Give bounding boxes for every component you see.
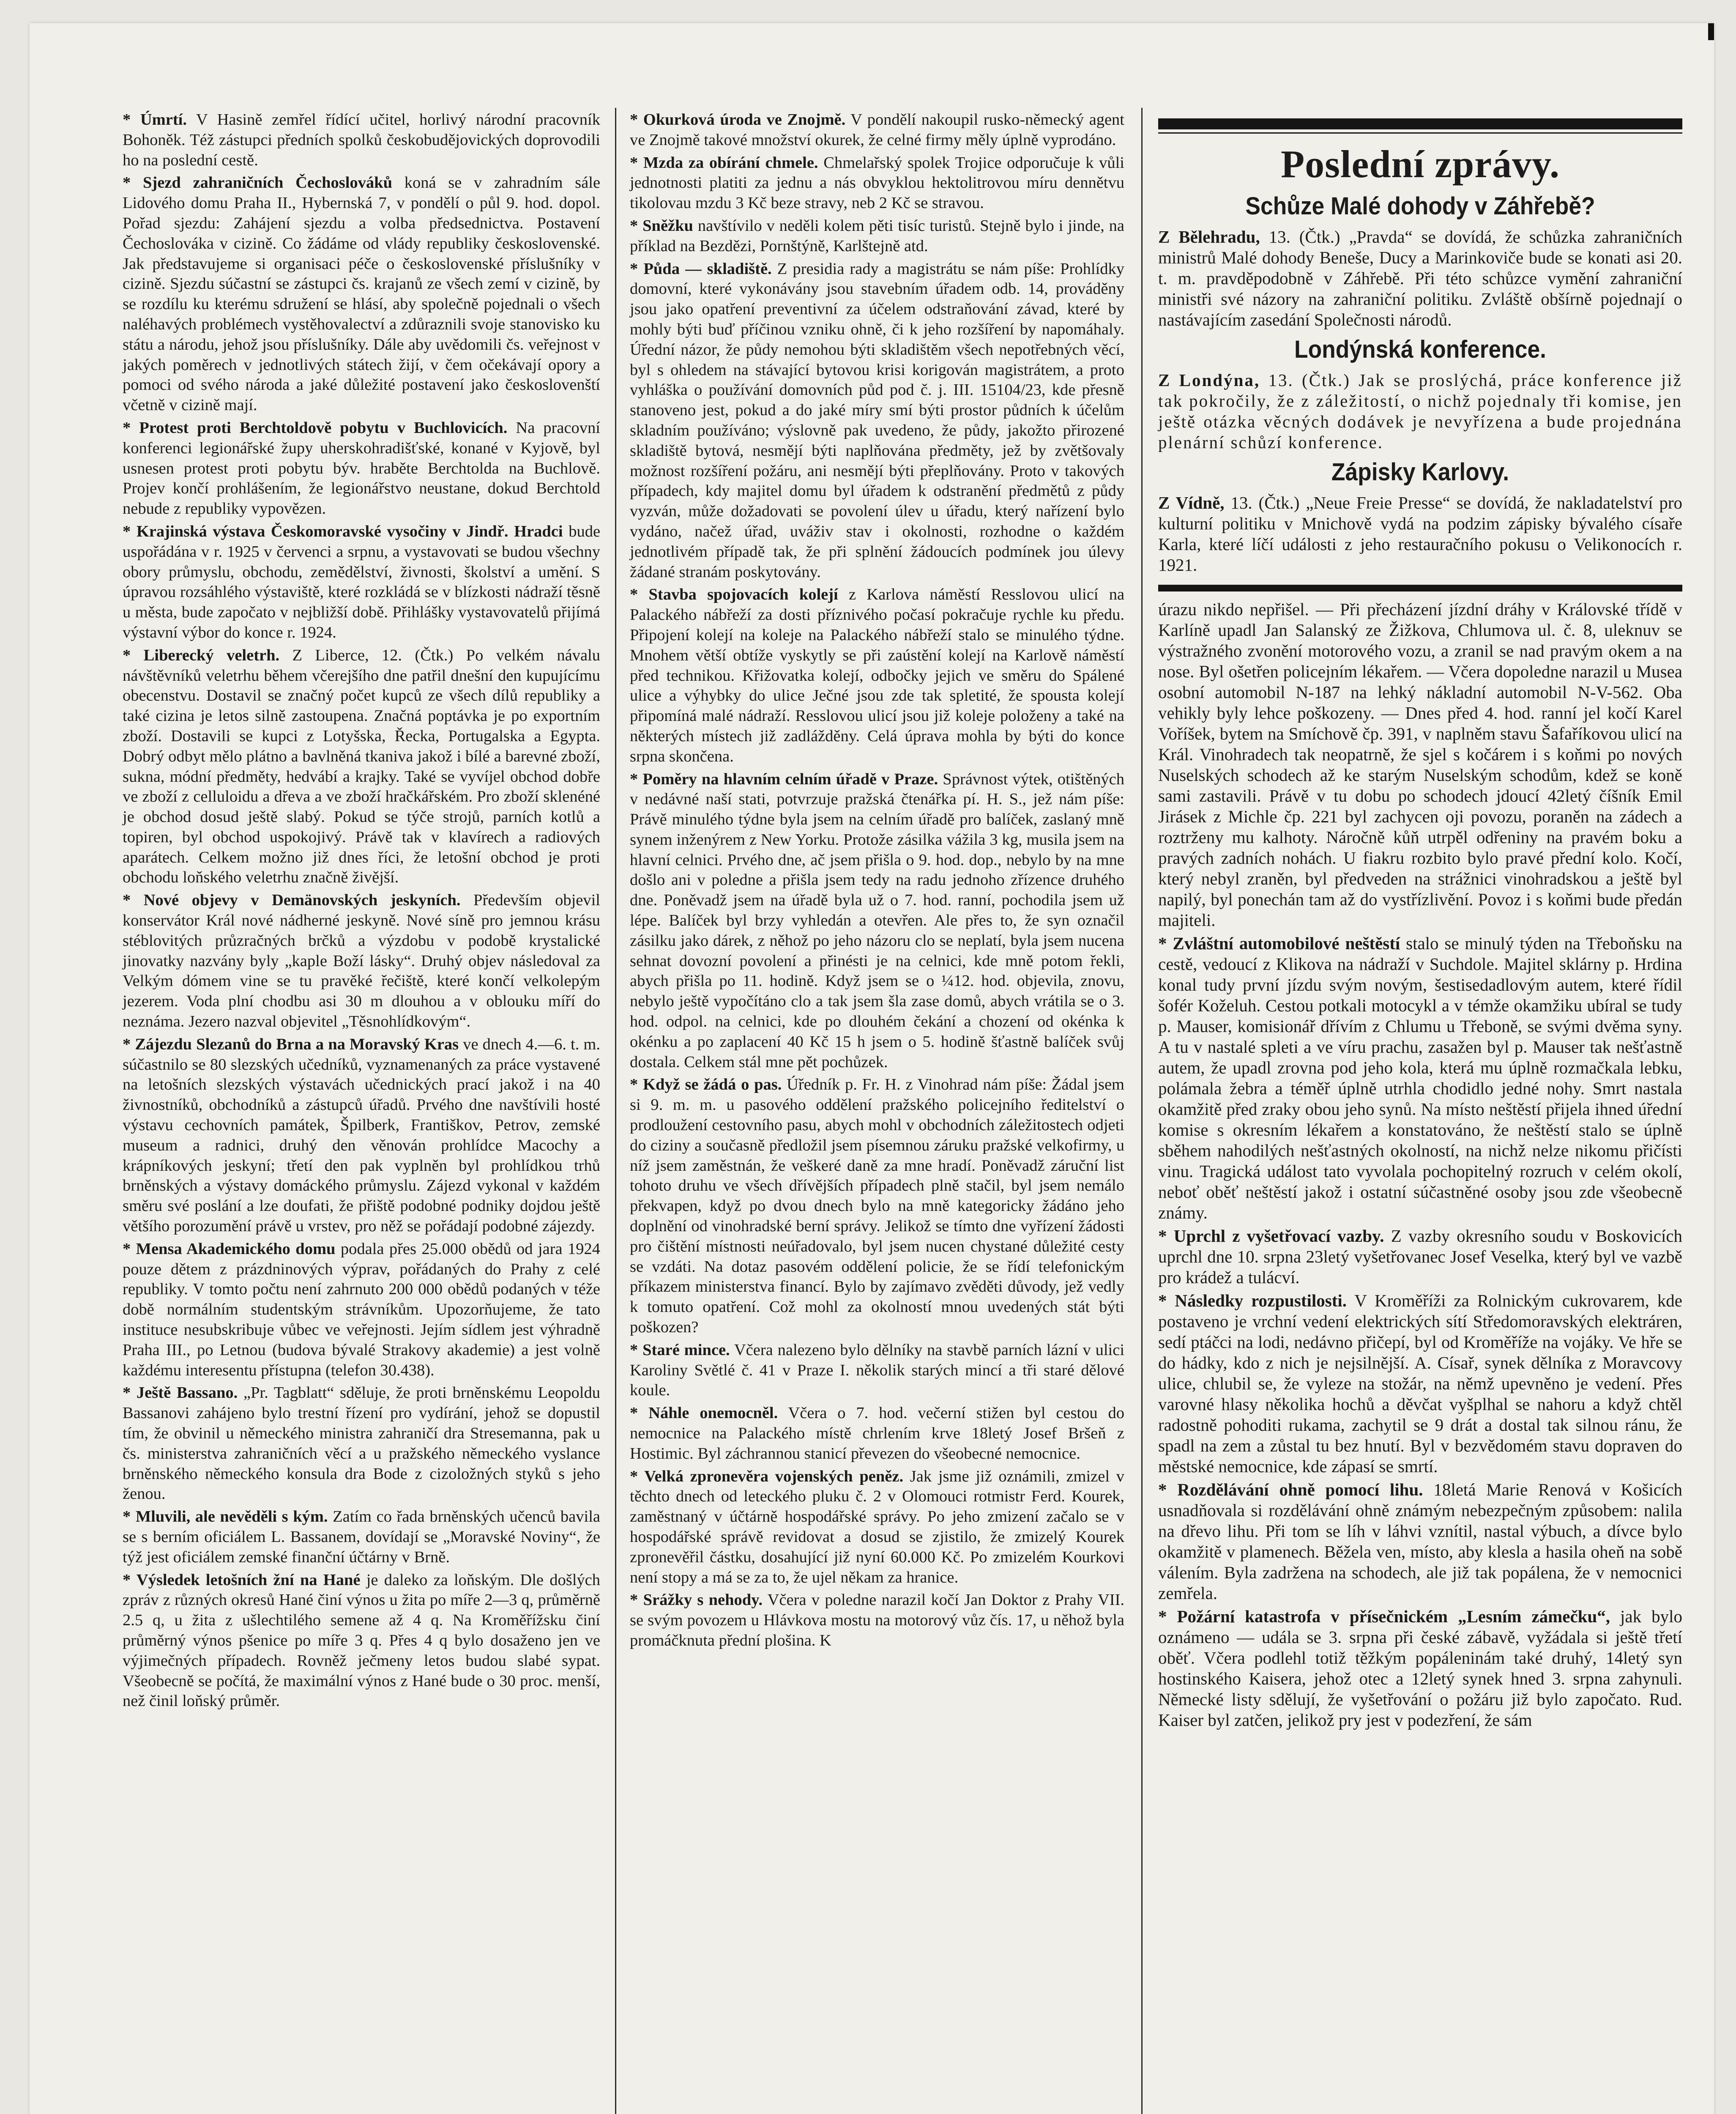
article: * Následky rozpustilosti. V Kroměříži za Rolnickým cukrovarem, kde postaveno je vrchní vedení elektrických sítí Středomoravských elektráren, sedí ptáčci na lodi, nedávno přičepí, byl od Kroměříže na vojáky. Ve hře se do hádky, kdo z nich je nejsilnější. A. Císař, synek dělníka z Moravcovy ulice, chlubil se, že vyleze na stožár, na němž upevněno je vedení. Přes varovné hlasy několika hochů a děvčat vyšplhal se nahoru a když chtěl radostně pohoditi rukama, zachytil se 9 drát a dostal tak silnou ránu, že spadl na zem a zůstal tu bez hnutí. Byl v bezvědomém stavu dopraven do městské nemocnice, kde zápasí se smrtí. <box>1158 1291 1682 1476</box>
article: * Úmrtí. V Hasině zemřel řídící učitel, horlivý národní pracovník Bohoněk. Též zástupci předních spolků českobudějovických doprovodili ho na poslední cestě. <box>123 111 601 169</box>
section-heading: Zápisky Karlovy. <box>1331 458 1509 486</box>
article: * Zájezdu Slezanů do Brna a na Moravský Kras ve dnech 4.—6. t. m. súčastnilo se 80 slezských učedníků, vyznamenaných za práce vystavené na letošních slezských výstavách učednických prací jakož i na 40 živnostníků, obchodníků a zástupců úřadů. Prvého dne navštívili hosté výstavu cechovních památek, Špilberk, Františkov, Petrov, zemské museum a radnici, druhý den věnován prohlídce Macochy a krápníkových jeskyní; třetí den pak vyplněn byl prohlídkou trhů brněnských a výstavy domáckého průmyslu. Zájezd vykonal v každém směru své poslání a lze doufati, že přiště podobné podniky dojdou ještě většího porozumění právě u vrstev, pro něž se pořádají podobné zájezdy. <box>123 1035 601 1235</box>
article: * Půda — skladiště. Z presidia rady a magistrátu se nám píše: Prohlídky domovní, které vykonávány jsou stavebním úřadem odb. 14, prováděny jsou jako opatření preventivní za účelem odstraňování závad, které by mohly býti buď příčinou vzniku ohně, či k jeho rozšíření by napomáhaly. Úřední názor, že půdy nemohou býti skladištěm všech nepotřebných věcí, byl s ohledem na stávající bytovou krisi korigován magistrátem, a proto vyhláška o používání domovních půd pod č. j. III. 15104/23, kde přesně stanoveno jest, pokud a do jaké míry smí býti prostor půdních k účelům skladním používáno; výslovně pak uvedeno, že půdy, jakožto přirozené skladiště bytová, nesmějí býti naplňována předměty, jež by zvětšovaly možnost rozšíření požáru, ani nesmějí býti přeplňovány. Proto v takových případech, kdy majitel domu byl úřadem k odstranění předmětů z půdy vyzván, může dožadovati se povolení úlev u úřadu, který nařízení bylo vydáno, načež úřad, uváživ stav i okolnosti, rozhodne o každém jednotlivém případě tak, že při splnění žádoucích podmínek jou úlevy žádané stranám poskytovány. <box>630 260 1125 581</box>
article: * Poměry na hlavním celním úřadě v Praze. Správnost výtek, otištěných v nedávné naší stati, potvrzuje pražská čtenářka pí. H. S., jež nám píše: Právě minulého týdne byla jsem na celním úřadě pro balíček, zaslaný mně synem inženýrem z New Yorku. Protože zásilka vážila 3 kg, musila jsem na hlavní celnici. Prvého dne, ač jsem přišla o 9. hod. dop., nebylo by na mne došlo ani v poledne a přišla jsem tedy na radu jednoho zřízence druhého dne. Poněvadž jsem na úřadě byla už o 7. hod. ranní, pochodila jsem už lépe. Balíček byl brzy vyhledán a otevřen. Ale přes to, že syn označil zásilku jako dárek, z něhož po jeho názoru clo se neplatí, byla jsem nucena sehnat dovozní povolení a přinésti je na celnici, kde mně potom řekli, abych přišla po 11. hodině. Když jsem se o ¼12. hod. objevila, znovu, nebylo ještě vypočítáno clo a tak jsem šla zase domů, abych vrátila se o 3. hod. odpol. na celnici, kde po dlouhém čekání a chození od okénka k okénku a po zaplacení 40 Kč 15 h jsem o 5. hodině šťastně balíček svůj dostala. Celkem stál mne pět pochůzek. <box>630 770 1124 1071</box>
article: * Náhle onemocněl. Včera o 7. hod. večerní stižen byl cestou do nemocnice na Palackého místě chrlením krve 18letý Josef Bršeň z Hostimic. Byl záchrannou stanicí převezen do všeobecné nemocnice. <box>630 1404 1125 1462</box>
article: * Okurková úroda ve Znojmě. V pondělí nakoupil rusko-německý agent ve Znojmě takové množství okurek, že celné firmy měly úplně vyprodáno. <box>630 111 1125 149</box>
newspaper-page <box>30 23 1714 2114</box>
article: * Velká zpronevěra vojenských peněz. Jak jsme již oznámili, zmizel v těchto dnech od leteckého pluku č. 2 v Olomouci rotmistr Ferd. Kourek, zaměstnaný v účtárně hospodářské správy. Po jeho zmizení začalo se v hospodářské správě revidovat a dosud se zjistilo, že zmizelý Kourek zpronevěřil částku, dosahující již nyní 60.000 Kč. Po zmizelém Kourkovi není stopy a má se za to, že ujel někam za hranice. <box>630 1467 1125 1586</box>
article: * Mluvili, ale nevěděli s kým. Zatím co řada brněnských učenců bavila se s berním oficiálem L. Bassanem, dovídají se „Moravské Noviny“, že týž jest oficiálem zemské finanční účtárny v Brně. <box>123 1508 601 1566</box>
article: * Když se žádá o pas. Úředník p. Fr. H. z Vinohrad nám píše: Žádal jsem si 9. m. m. u pasového oddělení pražského policejního ředitelství o prodloužení cestovního pasu, abych mohl v obchodních záležitostech odjeti do ciziny a současně předložil jsem písemnou záruku pražské velkofirmy, u níž jsem zaměstnán, že veškeré daně za mne hradí. Poněvadž záruční list tohoto druhu ve všech dřívějších případech plně stačil, byl jsem nemálo překvapen, když po dvou dnech bylo na mně kategoricky žádáno jeho doplnění od vinohradské berní správy. Jelikož se tímto dne vyřízení žádosti pro čištění místnosti neúřadovalo, byl jsem nucen chystané důležité cesty se vzdáti. Na dotaz pasovém oddělení policie, že se řídí telefonickým příkazem ministerstva financí. Bylo by zajímavo zvěděti důvody, jež vedly k tomuto opatření. Což mohl za okolností mnou uvedených stát býti poškozen? <box>630 1076 1125 1336</box>
column-rule-2 <box>1141 108 1143 2114</box>
article: * Ještě Bassano. „Pr. Tagblatt“ sděluje, že proti brněnskému Leopoldu Bassanovi zahájeno bylo trestní řízení pro vydírání, jehož se dopustil tím, že obvinil u německého ministra zahraničí dra Stresemanna, pak u čs. ministerstva zahraničních věcí a u pražského německého vyslance brněnského německého konsula dra Bode z cizoložných styků s jeho ženou. <box>123 1384 601 1503</box>
article: Z Londýna, 13. (Čtk.) Jak se proslýchá, práce konference již tak pokročily, že z záležitostí, o nichž pojednaly tři komise, jen ještě otázka věcných dodávek je nevyřízena a bude projednána plenární schůzí konference. <box>1158 370 1682 452</box>
column-2 <box>630 110 1124 1654</box>
article: * Protest proti Berchtoldově pobytu v Buchlovicích. Na pracovní konferenci legionářské župy uherskohradišťské, konané v Kyjově, byl usnesen protest proti pobytu býv. hraběte Berchtolda na Buchlově. Projev končí prohlášením, že legionářstvo neustane, dokud Berchtold nebude z republiky vypovězen. <box>123 419 601 518</box>
article: * Uprchl z vyšetřovací vazby. Z vazby okresního soudu v Boskovicích uprchl dne 10. srpna 23letý vyšetřovanec Josef Veselka, který byl ve vazbě pro krádež a tulácví. <box>1158 1226 1683 1287</box>
article: * Staré mince. Včera nalezeno bylo dělníky na stavbě parních lázní v ulici Karoliny Světlé č. 41 v Praze I. několik starých mincí a tři staré dělové koule. <box>630 1341 1125 1399</box>
article: Z Vídně, 13. (Čtk.) „Neue Freie Presse“ se dovídá, že nakladatelství pro kulturní politiku v Mnichově vydá na podzim zápisky bývalého císaře Karla, které líčí události z jeho restauračního pokusu o Velikonocích r. 1921. <box>1158 493 1682 575</box>
article: Z Bělehradu, 13. (Čtk.) „Pravda“ se dovídá, že schůzka zahraničních ministrů Malé dohody Beneše, Ducy a Marinkoviče bude se konati asi 20. t. m. pravděpodobně v Záhřebě. Při této schůzce vymění zahraniční ministři své názory na zahraniční politiku. Zvláště obšírně pojednají o nastávajícím zasedání Společnosti národů. <box>1158 227 1682 329</box>
column-3 <box>1158 110 1682 1733</box>
article: * Zvláštní automobilové neštěstí stalo se minulý týden na Třeboňsku na cestě, vedoucí z Klikova na nádraží v Suchdole. Majitel sklárny p. Hrdina konal tudy první jízdu svým novým, šestisedadlovým autem, které řídil šofér Koželuh. Cestou potkali motocykl a v témže okamžiku ubíral se tudy p. Mauser, komisionář dřívím z Chlumu u Třeboně, se svými dvěma syny. A tu v nastalé spleti a ve víru prachu, zasažen byl p. Mauser tak nešťastně autem, že upadl zrovna pod jeho kola, která mu úplně rozmačkala lebku, polámala žebra a téměř úplně utrhla chodidlo jedné nohy. Smrt nastala okamžitě před zraky obou jeho synů. Na místo neštěstí přijela ihned úřední komise s okresním lékařem a konstatováno, že neštěstí stalo se úplně sběhem nahodilých nešťastných okolností, na nichž nelze nikomu přičísti vinu. Tragická událost tato vyvolala pochopitelný rozruch v celém okolí, neboť oběť neštěstí jakož i ostatní súčastněné osoby jsou zde všeobecně známy. <box>1158 934 1683 1222</box>
column-1 <box>123 110 600 1714</box>
column-rule-1 <box>615 108 616 2114</box>
article: * Nové objevy v Demänovských jeskyních. Především objevil konservátor Král nové nádherné jeskyně. Nové síně pro jemnou krásu stéblovitých průzračných brčků a výzdobu v podobě krystalické jinovatky nazvány byly „kaple Boží lásky“. Druhý objev následoval za Velkým dómem vine se tu pravěké řečiště, které končí velkolepým jezerem. Voda plní chodbu asi 30 m dlouhou a v oblouku míří do neznáma. Jezero nazval objevitel „Těsnohlídkovým“. <box>123 891 600 1031</box>
page-edge-mark <box>1708 23 1714 40</box>
article: * Krajinská výstava Českomoravské vysočiny v Jindř. Hradci bude uspořádána v r. 1925 v červenci a srpnu, a vystavovati se budou všechny obory průmyslu, obchodu, zemědělství, živnosti, školství a umění. S úpravou rozsáhlého výstaviště, které rozkládá se v blízkosti nádraží těsně u města, bude započato v nejbližší době. Přihlášky vystavovatelů přijímá výstavní výbor do konce r. 1924. <box>123 522 601 641</box>
article: * Rozdělávání ohně pomocí lihu. 18letá Marie Renová v Košicích usnadňovala si rozdělávání ohně známým nebezpečným způsobem: nalila na dřevo lihu. Při tom se líh v láhvi vznítil, nastal výbuch, a dívce bylo okamžitě v plamenech. Běžela ven, místo, aby klesla a hasila oheň na sobě válením. Byla zadržena na schodech, ale již tak popálena, že v nemocnici zemřela. <box>1158 1480 1683 1603</box>
article: úrazu nikdo nepřišel. — Při přecházení jízdní dráhy v Královské třídě v Karlíně upadl Jan Salanský ze Žižkova, Chlumova ul. č. 8, uleknuv se výstražného zvonění motorového vozu, a zranil se nad pravým okem a na nose. Byl ošetřen policejním lékařem. — Včera dopoledne narazil u Musea osobní automobil N-187 na lehký nákladní automobil N-V-562. Oba vehikly byly lehce poškozeny. — Dnes před 4. hod. ranní jel kočí Karel Voříšek, bytem na Smíchově čp. 391, v naplněm stavu Šafaříkovou ulicí na Král. Vinohradech tak neopatrně, že sjel s kočárem i s koňmi po nových Nuselských schodech až ke starým Nuselským schodům, kdež se koně sami zastavili. Právě v tu dobu po schodech jdoucí 42letý číšník Emil Jirásek z Michle čp. 221 byl zachycen oji povozu, poraněn na zádech a roztrženy mu kalhoty. Náročně kůň utrpěl odřeniny na pravém boku a pravých zadních nohách. U fiakru rozbito bylo pravé přední kolo. Kočí, který nebyl zraněn, byl předveden na strážnici vinohradskou a ještě byl napilý, byl ponechán tam až do vystřízlivění. Povoz i s koňmi bude předán majiteli. <box>1158 600 1682 930</box>
article: * Výsledek letošních žní na Hané je daleko za loňským. Dle došlých zpráv z různých okresů Hané činí výnos u žita po míře 2—3 q, průměrně 2.5 q, u žita z ušlechtilého semene až 4 q. Na Kroměřížsku činí průměrný výnos pšenice po míře 3 q. Přes 4 q bylo dosaženo jen ve výjimečných případech. Rovněž ječmeny letos budou slabé sypat. Všeobecně se počítá, že maximální výnos z Hané bude o 30 proc. menší, než činil loňský průměr. <box>123 1571 601 1710</box>
article: * Srážky s nehody. Včera v poledne narazil kočí Jan Doktor z Prahy VII. se svým povozem u Hlávkova mostu na motorový vůz čís. 17, u něhož byla promáčknuta přední plošina. K <box>630 1591 1125 1649</box>
section-divider <box>1158 585 1682 591</box>
page-title: Poslední zprávy. <box>1280 142 1560 186</box>
article: * Mzda za obírání chmele. Chmelařský spolek Trojice odporučuje k vůli jednotnosti platiti za jednu a nás obvyklou hektolitrovou míru dennětvu tikolovau mzdu 3 Kč beze stravy, neb 2 Kč se stravou. <box>630 153 1125 212</box>
article: * Mensa Akademického domu podala přes 25.000 obědů od jara 1924 pouze dětem z prázdninových výprav, pořádaných do Prahy z celé republiky. V tomto počtu není zahrnuto 200 000 obědů podaných v téže době normálním studentským strávníkům. Upozorňujeme, že tato instituce nesubskribuje vůbec ve veřejnosti. Jejím sídlem jest výhradně Praha III., po Letnou (budova bývalé Strakovy akademie) a jest volně každému interesentu přístupna (telefon 30.438). <box>123 1240 600 1379</box>
section-heading: Londýnská konference. <box>1294 336 1547 363</box>
section-heading: Schůze Malé dohody v Záhřebě? <box>1245 192 1595 220</box>
article: * Sjezd zahraničních Čechoslováků koná se v zahradním sále Lidového domu Praha II., Hybernská 7, v pondělí o půl 9. hod. dopol. Pořad sjezdu: Zahájení sjezdu a volba předsednictva. Postavení Čechoslováka v cizině. Co žádáme od vlády republiky československé. Jak představujeme si organisaci péče o československé příslušníky v cizině. Sjezdu súčastní se zástupci čs. krajanů ze všech zemí v cizině, by se rozdílu ku kterému sdružení se hlásí, aby společně pojednali o všech naléhavých problémech vystěhovalectví a zdůraznili svoje stanovisko ku státu a národu, jehož jsou příslušníky. Dále aby uvědomili čs. veřejnost v jakých poměrech v jednotlivých státech žijí, v čem očekávají opory a pomoci od svého národa a jaké důležité postavení jako českoslovenští včetně v cizině mají. <box>123 174 601 414</box>
article: * Stavba spojovacích kolejí z Karlova náměstí Resslovou ulicí na Palackého nábřeží za dosti příznivého počasí pokračuje rychle ku předu. Připojení kolejí na koleje na Palackého nábřeží stalo se minulého týdne. Mnohem větší obtíže vyskytly se při zaústění kolejí na Karlově náměstí před technikou. Křižovatka kolejí, odbočky jejich ve směru do Spálené ulice a výhybky do ulice Ječné jsou zde tak spletité, že spousta kolejí připomíná malé nádraží. Resslovou ulicí jsou již koleje položeny a také na některých místech již zadlážděny. Celá úprava mohla by býti do konce srpna skončena. <box>630 586 1125 765</box>
article: * Liberecký veletrh. Z Liberce, 12. (Čtk.) Po velkém návalu návštěvníků veletrhu během včerejšího dne patřil dnešní den kupujícímu obecenstvu. Dostavil se značný počet kupců ze všech dílů republiky a také cizina je letos silně zastoupena. Značná poptávka je po exportním zboží. Dostavili se kupci z Lotyšska, Řecka, Portugalska a Egypta. Dobrý odbyt mělo plátno a bavlněná tkaniva jakož i bílé a barevné zboží, sukna, módní předměty, hedvábí a krajky. Také se vyvíjel obchod dobře ve zboží z celluloidu a dřeva a ve zboží hračkářském. Pro zboží sklenéné je obchod dosud ještě slabý. Pokud se týče strojů, parních kotlů a topiren, byl obchod uspokojivý. Právě tak v klavírech a radiových aparátech. Celkem možno již dnes říci, že letošní obchod je proti obchodu loňského veletrhu značně živější. <box>123 646 600 887</box>
header-rule <box>1158 118 1682 129</box>
article: * Požární katastrofa v přísečnickém „Lesním zámečku“, jak bylo oznámeno — udála se 3. srpna při české zábavě, vyžádala si ještě třetí oběť. Včera podlehl totiž těžkým popáleninám také druhý, 14letý syn hostinského Kaisera, jehož otec a 12letý synek hned 3. srpna zahynuli. Německé listy sdělují, že vyšetřování o požáru již bylo započato. Rud. Kaiser byl zatčen, jelikož pry jest v podezření, že sám <box>1158 1607 1683 1730</box>
article: * Sněžku navštívilo v neděli kolem pěti tisíc turistů. Stejně bylo i jinde, na příklad na Bezdězi, Pornštýně, Karlštejně atd. <box>630 216 1125 255</box>
